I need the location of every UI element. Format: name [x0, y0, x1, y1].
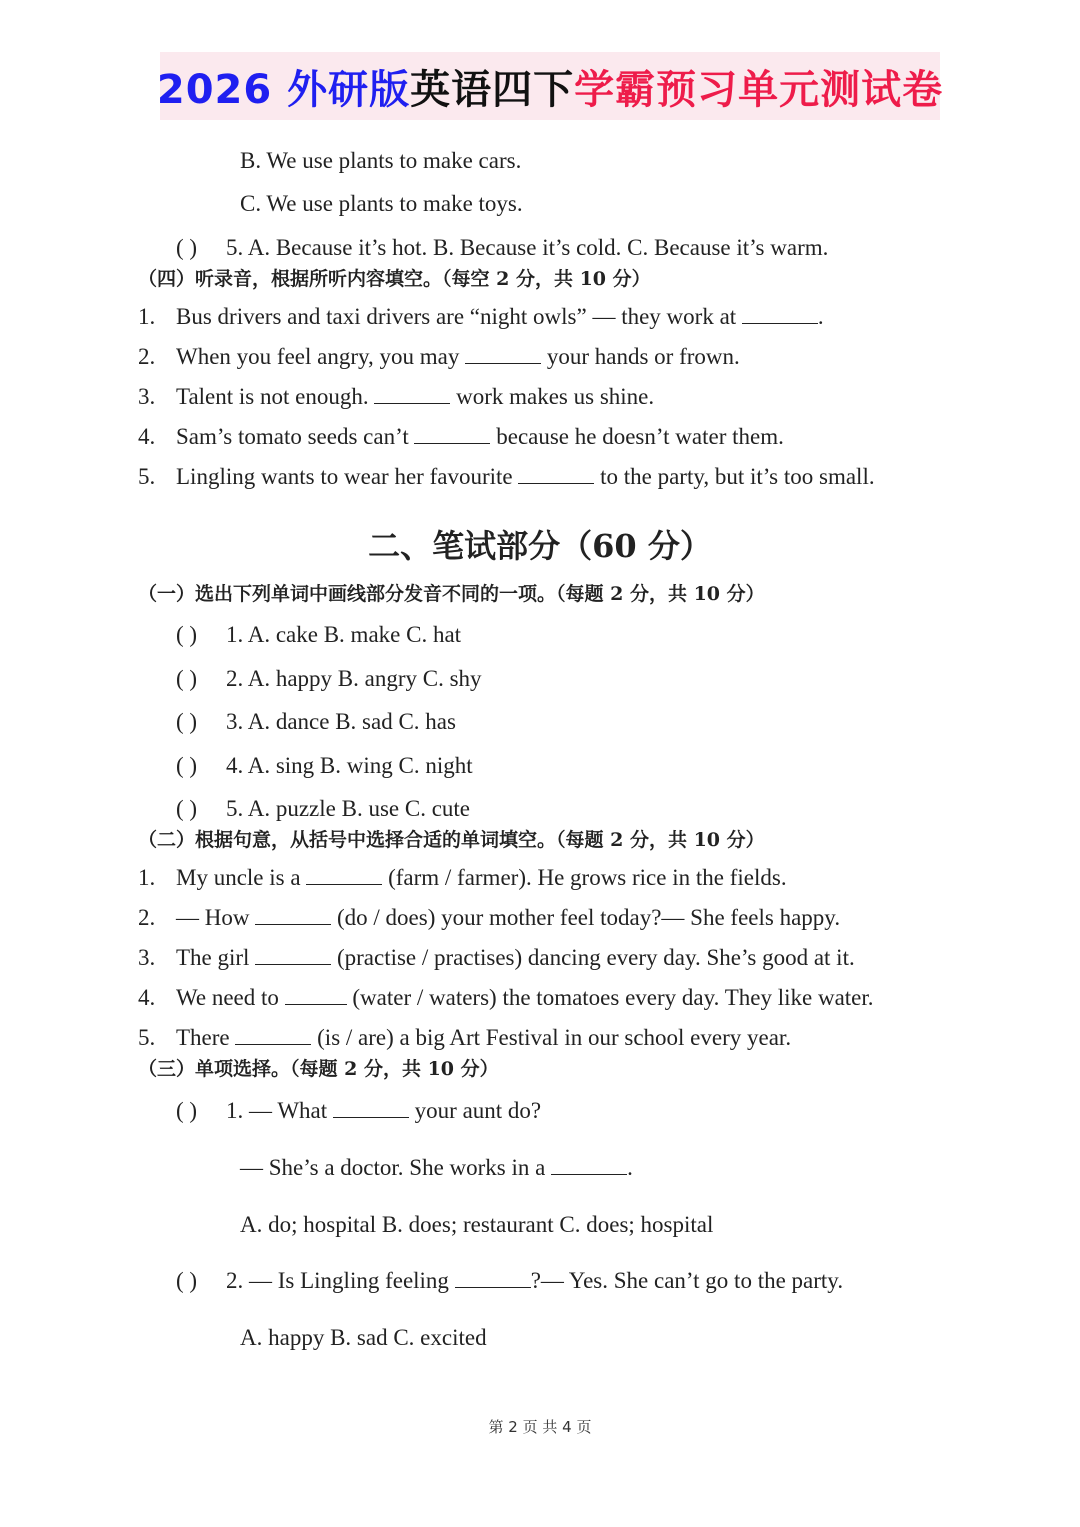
section-heading-4: （四）听录音，根据所听内容填空。（每空 2 分，共 10 分） — [138, 268, 651, 290]
item-number: 5. — [138, 1025, 156, 1050]
answer-paren[interactable]: ( ) — [176, 796, 198, 821]
answer-paren[interactable]: ( ) — [176, 1268, 198, 1293]
mc-question-1 — [176, 1096, 541, 1126]
item-number: 1. — [138, 865, 156, 890]
fill-item — [138, 342, 740, 372]
answer-blank[interactable] — [374, 383, 450, 404]
answer-blank[interactable] — [333, 1097, 409, 1118]
q4-option-b: B. We use plants to make cars. — [240, 148, 522, 173]
mc-question-1-line2 — [240, 1153, 633, 1183]
fill-item — [138, 382, 654, 412]
item-text: 5. A. puzzle B. use C. cute — [226, 796, 471, 821]
choice-item — [176, 751, 473, 781]
choice-item — [176, 794, 470, 824]
choice-item — [176, 707, 456, 737]
item-text: (farm / farmer). He grows rice in the fields. — [388, 865, 787, 890]
answer-blank[interactable] — [551, 1154, 627, 1175]
question-text: 1. — What — [226, 1098, 328, 1123]
item-text: 2. A. happy B. angry C. shy — [226, 666, 482, 691]
fill-item — [138, 943, 855, 973]
fill-item — [138, 422, 784, 452]
item-number: 2. — [138, 905, 156, 930]
item-text: to the party, but it’s too small. — [600, 464, 875, 489]
mc-question-2 — [176, 1266, 843, 1296]
banner-subject: 英语四下 — [410, 66, 575, 113]
answer-blank[interactable] — [414, 423, 490, 444]
item-number: 5. — [138, 464, 156, 489]
choice-item — [176, 664, 482, 694]
question-text: your aunt do? — [414, 1098, 542, 1123]
q4-option-c: C. We use plants to make toys. — [240, 191, 523, 216]
item-number: 4. — [138, 985, 156, 1010]
fill-item — [138, 302, 824, 332]
page-footer: 第 2 页 共 4 页 — [488, 1418, 592, 1436]
item-text: Bus drivers and taxi drivers are “night owls” — they work at — [176, 304, 737, 329]
answer-paren[interactable]: ( ) — [176, 235, 198, 260]
choice-item — [176, 620, 461, 650]
item-text: Sam’s tomato seeds can’t — [176, 424, 409, 449]
answer-paren[interactable]: ( ) — [176, 666, 198, 691]
section-heading-3: （三）单项选择。（每题 2 分，共 10 分） — [138, 1058, 499, 1080]
item-text: 1. A. cake B. make C. hat — [226, 622, 462, 647]
item-text: (water / waters) the tomatoes every day. They like water. — [352, 985, 874, 1010]
answer-blank[interactable] — [255, 944, 331, 965]
item-text: Talent is not enough. — [176, 384, 369, 409]
item-text: The girl — [176, 945, 250, 970]
item-number: 2. — [138, 344, 156, 369]
title-banner — [156, 52, 944, 120]
item-text: There — [176, 1025, 230, 1050]
item-text: (do / does) your mother feel today?— She feels happy. — [336, 905, 841, 930]
question-text: 2. — Is Lingling feeling — [226, 1268, 449, 1293]
answer-blank[interactable] — [255, 904, 331, 925]
item-text: (practise / practises) dancing every day. She’s good at it. — [336, 945, 855, 970]
answer-blank[interactable] — [235, 1024, 311, 1045]
fill-item — [138, 903, 840, 933]
listening-q5 — [176, 233, 828, 263]
item-text: — How — [176, 905, 250, 930]
section-heading-1: （一）选出下列单词中画线部分发音不同的一项。（每题 2 分，共 10 分） — [138, 583, 765, 605]
answer-blank[interactable] — [455, 1267, 531, 1288]
item-number: 1. — [138, 304, 156, 329]
fill-item — [138, 462, 875, 492]
item-text: work makes us shine. — [456, 384, 655, 409]
answer-blank[interactable] — [306, 864, 382, 885]
item-number: 3. — [138, 384, 156, 409]
answer-blank[interactable] — [465, 343, 541, 364]
banner-title: 学霸预习单元测试卷 — [574, 66, 944, 113]
fill-item — [138, 863, 787, 893]
question-text: 5. A. Because it’s hot. B. Because it’s cold. C. Because it’s warm. — [226, 235, 829, 260]
item-number: 3. — [138, 945, 156, 970]
item-text: My uncle is a — [176, 865, 301, 890]
answer-blank[interactable] — [285, 984, 347, 1005]
answer-paren[interactable]: ( ) — [176, 1098, 198, 1123]
item-text: When you feel angry, you may — [176, 344, 460, 369]
question-text: ?— Yes. She can’t go to the party. — [530, 1268, 844, 1293]
item-text: because he doesn’t water them. — [496, 424, 784, 449]
item-text: . — [817, 304, 824, 329]
answer-paren[interactable]: ( ) — [176, 709, 198, 734]
fill-item — [138, 1023, 791, 1053]
section-heading-2: （二）根据句意，从括号中选择合适的单词填空。（每题 2 分，共 10 分） — [138, 829, 765, 851]
fill-item — [138, 983, 874, 1013]
part-title: 二、笔试部分（60 分） — [368, 527, 712, 565]
answer-paren[interactable]: ( ) — [176, 622, 198, 647]
answer-blank[interactable] — [518, 463, 594, 484]
banner-year: 2026 外研版 — [156, 66, 411, 113]
question-text: . — [627, 1155, 633, 1180]
answer-blank[interactable] — [742, 303, 818, 324]
item-number: 4. — [138, 424, 156, 449]
item-text: We need to — [176, 985, 279, 1010]
answer-paren[interactable]: ( ) — [176, 753, 198, 778]
item-text: 3. A. dance B. sad C. has — [226, 709, 456, 734]
question-text: — She’s a doctor. She works in a — [240, 1155, 546, 1180]
mc-question-1-options: A. do; hospital B. does; restaurant C. does; hospital — [240, 1212, 714, 1237]
item-text: Lingling wants to wear her favourite — [176, 464, 513, 489]
item-text: (is / are) a big Art Festival in our school every year. — [317, 1025, 792, 1050]
item-text: your hands or frown. — [546, 344, 740, 369]
mc-question-2-options: A. happy B. sad C. excited — [240, 1325, 487, 1350]
item-text: 4. A. sing B. wing C. night — [226, 753, 473, 778]
